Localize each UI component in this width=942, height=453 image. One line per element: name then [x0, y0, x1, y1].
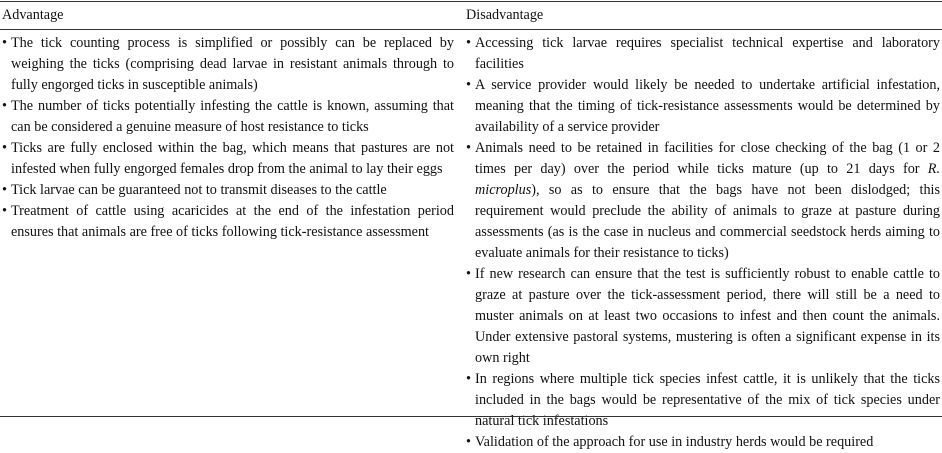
bullet: •: [2, 98, 7, 114]
bullet: •: [2, 140, 7, 156]
table-top-rule: [0, 1, 942, 2]
disadvantage-item: [466, 264, 940, 369]
bullet: •: [2, 182, 7, 198]
bullet: •: [466, 35, 471, 51]
header-advantage: Advantage: [2, 7, 64, 23]
advantage-item: [2, 180, 454, 201]
disadvantage-text: If new research can ensure that the test is sufficiently robust to enable cattle to graze at pasture over the tick-assessment period, there will still be a need to muster animals on at least two occasions to infest and then count the animals. Under extensive pastoral systems, mustering is often a significant expense in its own right: [475, 266, 940, 366]
table-header-rule: [0, 29, 942, 30]
bullet: •: [466, 77, 471, 93]
disadvantage-column: [466, 33, 940, 453]
disadvantage-text: A service provider would likely be needed to undertake artificial infestation, meaning that the timing of tick-resistance assessments would be determined by availability of a service provider: [475, 77, 940, 135]
advantage-item: [2, 33, 454, 96]
advantage-text: Treatment of cattle using acaricides at the end of the infestation period ensures that animals are free of ticks following tick-resistance assessment: [11, 203, 454, 240]
bullet: •: [466, 434, 471, 450]
disadvantage-text: Validation of the approach for use in industry herds would be required: [475, 434, 874, 450]
disadvantage-item: [466, 138, 940, 264]
advantage-text: The tick counting process is simplified or possibly can be replaced by weighing the ticks (comprising dead larvae in resistant animals through to fully engorged ticks in susceptible animals): [11, 35, 454, 93]
disadvantage-item: [466, 75, 940, 138]
disadvantage-text: Animals need to be retained in facilities for close checking of the bag (1 or 2 times per day) over the period while ticks mature (up to 21 days for: [475, 140, 940, 177]
bullet: •: [466, 140, 471, 156]
advantage-list: [2, 33, 454, 243]
disadvantage-text: Accessing tick larvae requires specialist technical expertise and laboratory facilities: [475, 35, 940, 72]
bullet: •: [2, 203, 7, 219]
advantage-item: [2, 201, 454, 243]
advantage-item: [2, 96, 454, 138]
table-bottom-rule: [0, 416, 942, 417]
disadvantage-list: [466, 33, 940, 453]
header-disadvantage: Disadvantage: [466, 7, 544, 23]
disadvantage-item: [466, 33, 940, 75]
bullet: •: [466, 371, 471, 387]
disadvantage-text: In regions where multiple tick species infest cattle, it is unlikely that the ticks included in the bags would be representative of the mix of tick species under natural tick infestations: [475, 371, 940, 429]
advantage-text: Tick larvae can be guaranteed not to transmit diseases to the cattle: [11, 182, 387, 198]
disadvantage-item: [466, 369, 940, 432]
advantage-text: The number of ticks potentially infesting the cattle is known, assuming that can be considered a genuine measure of host resistance to ticks: [11, 98, 454, 135]
advantage-column: [2, 33, 454, 243]
disadvantage-item: [466, 432, 940, 453]
advantage-item: [2, 138, 454, 180]
advantage-text: Ticks are fully enclosed within the bag, which means that pastures are not infested when fully engorged females drop from the animal to lay their eggs: [11, 140, 454, 177]
bullet: •: [466, 266, 471, 282]
disadvantage-text-continued: ), so as to ensure that the bags have not been dislodged; this requirement would preclude the ability of animals to graze at pasture during assessments (as is the case in nucleus and commercial seedstock herds aiming to evaluate animals for their resistance to ticks): [475, 182, 940, 261]
species-name: R. microplus: [475, 161, 941, 198]
bullet: •: [2, 35, 7, 51]
